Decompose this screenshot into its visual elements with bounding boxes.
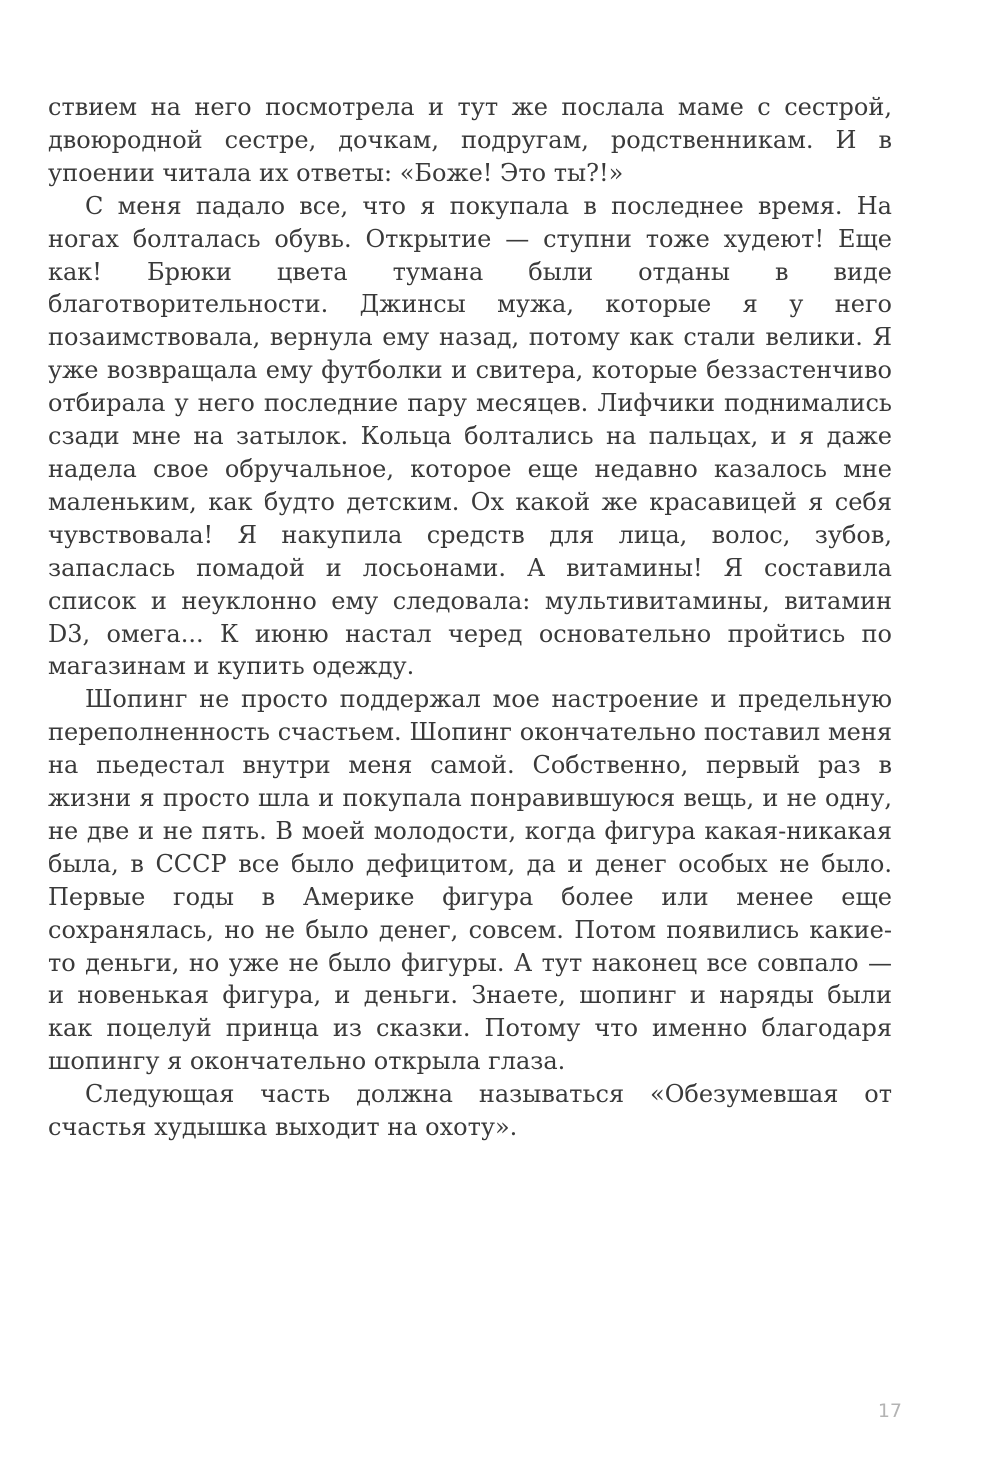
- paragraph-next-part: Следующая часть должна называться «Обезумевшая от счастья худышка выходит на охоту».: [48, 1080, 892, 1142]
- page-number: 17: [877, 1400, 902, 1422]
- paragraph-continuation: ствием на него посмотрела и тут же послала маме с сестрой, двоюродной сестре, дочкам, подругам, родственникам. И в упоении читала их ответы: «Боже! Это ты?!»: [48, 93, 892, 187]
- paragraph-shopping: Шопинг не просто поддержал мое настроение и предельную переполненность счастьем. Шопинг окончательно поставил меня на пьедестал внутри меня самой. Собственно, первый раз в жизни я просто шла и покупала понравившуюся вещь, и не одну, не две и не пять. В моей молодости, когда фигура какая-никакая была, в СССР все было дефицитом, да и денег особых не было. Первые годы в Америке фигура более или менее еще сохранялась, но не было денег, совсем. Потом появились какие-то деньги, но уже не было фигуры. А тут наконец все совпало — и новенькая фигура, и деньги. Знаете, шопинг и наряды были как поцелуй принца из сказки. Потому что именно благодаря шопингу я окончательно открыла глаза.: [48, 685, 892, 1076]
- body-text: [48, 91, 892, 1144]
- paragraph-clothes: С меня падало все, что я покупала в последнее время. На ногах болталась обувь. Открытие — ступни тоже худеют! Еще как! Брюки цвета тумана были отданы в виде благотворительности. Джинсы мужа, которые я у него позаимствовала, вернула ему назад, потому как стали велики. Я уже возвращала ему футболки и свитера, которые беззастенчиво отбирала у него последние пару месяцев. Лифчики поднимались сзади мне на затылок. Кольца болтались на пальцах, и я даже надела свое обручальное, которое еще недавно казалось мне маленьким, как будто детским. Ох какой же красавицей я себя чувствовала! Я накупила средств для лица, волос, зубов, запаслась помадой и лосьонами. А витамины! Я составила список и неуклонно ему следовала: мультивитамины, витамин D3, омега... К июню настал черед основательно пройтись по магазинам и купить одежду.: [48, 191, 892, 681]
